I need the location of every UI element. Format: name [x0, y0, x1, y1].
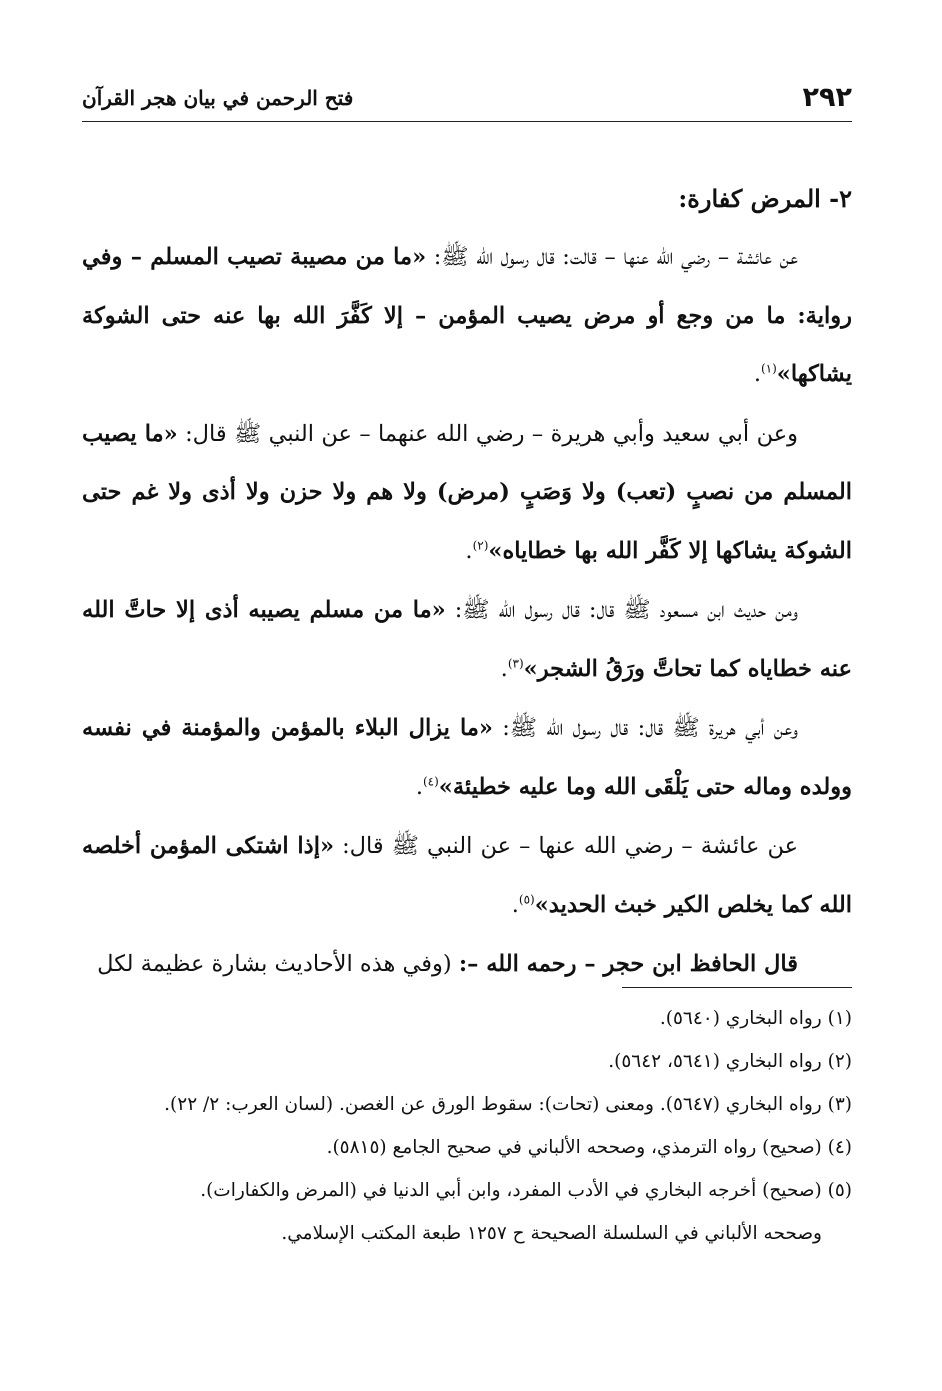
paragraph-tail: .	[465, 537, 473, 564]
paragraph-tail: .	[753, 361, 761, 387]
paragraph-5	[82, 817, 852, 934]
hadith-quote: «ما يصيب المسلم من نصبٍ (تعب) ولا وَصَبٍ (مرض) ولا هم ولا حزن ولا أذى ولا غم حتى الشوكة يشاكها إلا كَفَّر الله بها خطاياه»	[82, 420, 852, 564]
running-title: فتح الرحمن في بيان هجر القرآن	[82, 86, 354, 110]
paragraph-6	[82, 935, 852, 994]
hadith-quote: «إذا اشتكى المؤمن أخلصه الله كما يخلص الكير خبث الحديد»	[82, 833, 852, 918]
footnote-3: (٣) رواه البخاري (٥٦٤٧). ومعنى (تحات): سقوط الورق عن الغصن. (لسان العرب: ٢/ ٢٢).	[164, 1094, 852, 1115]
hadith-quote: «ما يزال البلاء بالمؤمن والمؤمنة في نفسه وولده وماله حتى يَلْقَى الله وما عليه خطيئة»	[82, 715, 852, 800]
section-heading: ٢- المرض كفارة:	[678, 184, 852, 213]
footnote-ref[interactable]: (١)	[760, 361, 777, 376]
footnote-5-continued: وصححه الألباني في السلسلة الصحيحة ح ١٢٥٧ طبعة المكتب الإسلامي.	[281, 1223, 822, 1244]
paragraph-intro: وعن أبي هريرة ﷺ قال: قال رسول الله ﷺ:	[492, 715, 798, 741]
footnotes	[82, 997, 852, 1255]
paragraph-3	[82, 581, 852, 698]
footnote-rule	[622, 987, 852, 988]
footnote-1: (١) رواه البخاري (٥٦٤٠).	[659, 1008, 852, 1029]
footnote-4: (٤) (صحيح) رواه الترمذي، وصححه الألباني في صحيح الجامع (٥٨١٥).	[326, 1137, 852, 1158]
paragraph-2	[82, 405, 852, 581]
header-rule	[82, 121, 852, 122]
paragraph-tail: .	[415, 773, 423, 800]
hadith-quote: «ما من مسلم يصيبه أذى إلا حاتَّ الله عنه خطاياه كما تحاتَّ ورَقُ الشجر»	[82, 597, 852, 682]
page-header	[82, 78, 852, 118]
paragraph-intro: وعن أبي سعيد وأبي هريرة – رضي الله عنهما – عن النبي ﷺ قال:	[177, 420, 798, 447]
paragraph-intro: عن عائشة – رضي الله عنها – عن النبي ﷺ قال:	[334, 833, 798, 859]
footnote-ref[interactable]: (٣)	[507, 656, 524, 670]
paragraph-1	[82, 228, 852, 404]
paragraph-intro: عن عائشة – رضي الله عنها – قالت: قال رسول الله ﷺ:	[426, 244, 798, 270]
paragraph-intro: ومن حديث ابن مسعود ﷺ قال: قال رسول الله ﷺ:	[445, 597, 798, 623]
paragraph-tail: .	[511, 891, 519, 918]
footnote-ref[interactable]: (٢)	[472, 538, 489, 552]
paragraph-tail: (وفي هذه الأحاديث بشارة عظيمة لكل	[97, 951, 459, 977]
footnote-5: (٥) (صحيح) أخرجه البخاري في الأدب المفرد، وابن أبي الدنيا في (المرض والكفارات).	[200, 1180, 852, 1201]
hadith-quote: «ما من مصيبة تصيب المسلم – وفي رواية: ما من وجع أو مرض يصيب المؤمن – إلا كَفَّرَ الله بها عنه حتى الشوكة يشاكها»	[82, 244, 852, 387]
page-number: ٢٩٢	[802, 82, 852, 113]
main-text	[82, 170, 852, 994]
footnote-ref[interactable]: (٤)	[422, 774, 439, 788]
scholar-attribution: قال الحافظ ابن حجر – رحمه الله –:	[458, 951, 798, 977]
footnote-2: (٢) رواه البخاري (٥٦٤١، ٥٦٤٢).	[608, 1051, 852, 1072]
paragraph-4	[82, 699, 852, 816]
footnote-ref[interactable]: (٥)	[518, 892, 535, 906]
paragraph-tail: .	[500, 655, 508, 682]
